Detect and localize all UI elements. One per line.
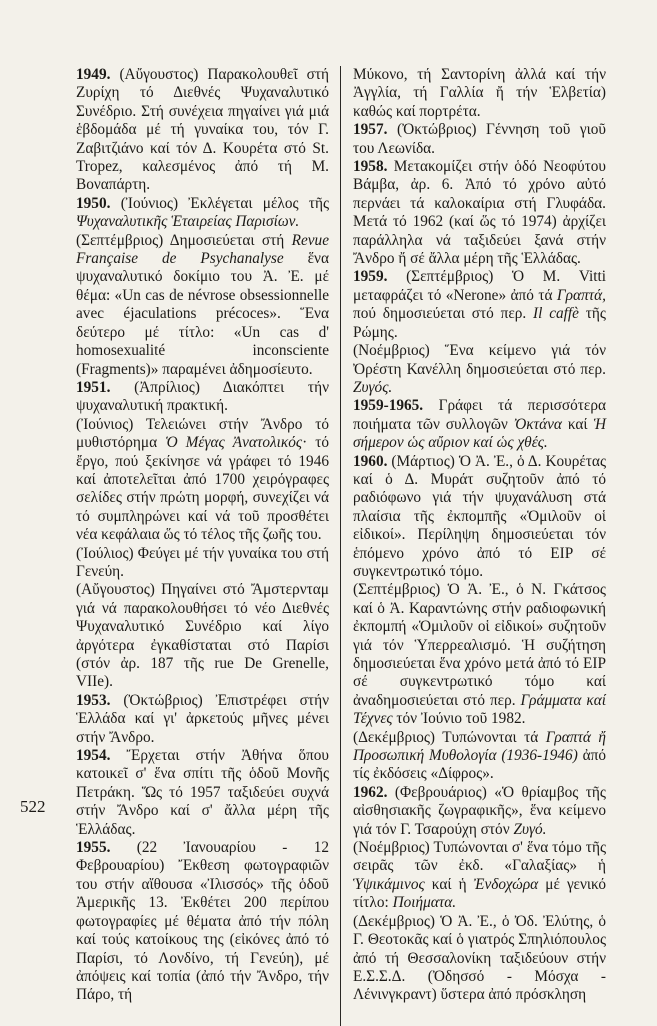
entry-text: μέ γενικό τίτλο:: [353, 875, 606, 912]
entry-year: 1954.: [76, 747, 111, 765]
right-column: [353, 66, 606, 1005]
entry-text: Μύκονο, τή Σαντορίνη ἀλλά καί τήν Ἀγγλία, τή Γαλλία ἤ τήν Ἑλβετία) καθώς καί πορτρέτα.: [353, 66, 606, 120]
italic-title: Γραπτά ἤ Προσωπική Μυθολογία (1936-1946): [353, 728, 606, 765]
entry-text: ἕνα ψυχαναλυτικό δοκίμιο του Ἀ. Ἐ. μέ θέμα: «Un cas de névrose obsessionnelle avec éjaculations précoces». Ἕνα δεύτερο μέ τίτλο: «Un cas d' homosexualité inconsciente (Fragments)» παραμένει ἀδημοσίευτο.: [76, 250, 329, 378]
chronology-entry: [353, 784, 606, 839]
entry-text: · τό ἔργο, πού ξεκίνησε νά γράφει τό 1946 καί ἀποτελεῖται ἀπό 1700 χειρόγραφες σελίδες στήν πρώτη μορφή, συνεχίζει νά τό συμπληρώνει καί νά τοῦ προσθέτει νέα κεφάλαια ὥς τό τέλος τῆς ζωῆς του.: [76, 434, 329, 544]
chronology-entry: [76, 379, 329, 416]
entry-text: (Δεκέμβριος) Ὁ Ἀ. Ἐ., ὁ Ὀδ. Ἐλύτης, ὁ Γ. Θεοτοκᾶς καί ὁ γιατρός Σπηλιόπουλος ἀπό τή Θεσσαλονίκη ταξιδεύουν στήν Ε.Σ.Σ.Δ. (Ὀδησσό - Μόσχα - Λένινγκραντ) ὕστερα ἀπό πρόσκληση: [353, 912, 606, 1004]
chronology-entry: [353, 268, 606, 342]
entry-text: (Σεπτέμβριος) Ὁ Μ. Vitti μεταφράζει τό «Nerone» ἀπό τά: [353, 268, 606, 304]
italic-title: Ζυγό.: [513, 820, 547, 838]
entry-year: 1958.: [353, 158, 388, 176]
chronology-entry: [76, 545, 329, 582]
column-divider: [340, 66, 341, 1026]
chronology-entry: [76, 66, 329, 195]
entry-text: (Φεβρουάριος) «Ὁ θρίαμβος τῆς αἰσθησιακῆς ζωγραφικῆς», ἕνα κείμενο γιά τόν Γ. Τσαρούχη στόν: [353, 783, 606, 838]
chronology-entry: [353, 913, 606, 1005]
italic-title: Revue Française de Psychanalyse: [76, 231, 329, 268]
chronology-entry: [76, 195, 329, 232]
entry-text: (Ἰούνιος) Τελειώνει στήν Ἄνδρο τό μυθιστόρημα: [76, 415, 329, 452]
italic-title: Ζυγός.: [353, 378, 393, 396]
chronology-entry: [353, 453, 606, 582]
chronology-entry: [353, 158, 606, 268]
entry-year: 1949.: [76, 66, 111, 83]
entry-text: (Ἰούλιος) Φεύγει μέ τήν γυναίκα του στή Γενεύη.: [76, 544, 329, 580]
entry-text: τόν Ἰούνιο τοῦ 1982.: [392, 710, 526, 728]
entry-text: Ἔρχεται στήν Ἀθήνα ὅπου κατοικεῖ σ' ἕνα σπίτι τῆς ὁδοῦ Μονῆς Πετράκη. Ὥς τό 1957 ταξιδεύει συχνά στήν Ἄνδρο καί σ' ἄλλα μέρη τῆς Ἑλλάδας.: [76, 747, 329, 838]
italic-title: Ἡ σήμερον ὡς αὔριον καί ὡς χθές.: [353, 415, 606, 452]
entry-year: 1962.: [353, 783, 388, 801]
chronology-entry: [353, 839, 606, 913]
entry-text: (22 Ἰανουαρίου - 12 Φεβρουαρίου) Ἔκθεση φωτογραφιῶν του στήν αἴθουσα «Ἰλισσός» τῆς ὁδοῦ Ἀμερικῆς 13. Ἐκθέτει 200 περίπου φωτογραφίες μέ θέματα ἀπό τήν πόλη καί τούς κατοίκους της (εἰκόνες ἀπό τό Παρίσι, τό Λονδίνο, τή Γενεύη), μέ ἀπόψεις καί τοπία (ἀπό τήν Ἄνδρο, τήν Πάρο, τή: [76, 839, 329, 1004]
entry-text: (Μάρτιος) Ὁ Ἀ. Ἐ., ὁ Δ. Κουρέτας καί ὁ Δ. Μυράτ συζητοῦν ἀπό τό ραδιόφωνο γιά τήν ψυχανάλυση στά πλαίσια τῆς ἐκπομπῆς «Ὁμιλοῦν οἱ εἰδικοί». Περίληψη δημοσιεύεται τόν ἑπόμενο χρόνο ἀπό τό ΕΙΡ σέ συγκεντρωτικό τόμο.: [353, 452, 606, 580]
entry-text: ἀπό τίς ἐκδόσεις «Δίφρος».: [353, 747, 606, 783]
chronology-entry: [353, 729, 606, 784]
entry-year: 1953.: [76, 691, 111, 709]
italic-title: Ὁ Μέγας Ἀνατολικός: [165, 434, 303, 452]
chronology-entry: [76, 747, 329, 839]
entry-text: (Ὀκτώβριος) Γέννηση τοῦ γιοῦ του Λεωνίδα.: [353, 121, 606, 157]
italic-title: Il caffè: [533, 305, 579, 323]
italic-title: Ἐνδοχώρα: [473, 875, 539, 893]
entry-text: Γράφει τά περισσότερα ποιήματα τῶν συλλογῶν: [353, 397, 606, 433]
chronology-entry: [353, 581, 606, 728]
entry-text: (Αὔγουστος) Παρακολουθεῖ στή Ζυρίχη τό Διεθνές Ψυχαναλυτικό Συνέδριο. Στή συνέχεια πηγαίνει γιά μιά ἑβδομάδα μέ τή γυναίκα του, τόν Γ. Ζαβιτζιάνο καί τόν Δ. Κουρέτα στό St. Tropez, καλεσμένος ἀπό τή Μ. Βοναπάρτη.: [76, 66, 329, 194]
italic-title: Ψυχαναλυτικῆς Ἑταιρείας Παρισίων.: [76, 213, 300, 231]
entry-year: 1955.: [76, 839, 111, 857]
italic-title: Γράμματα καί Τέχνες: [353, 691, 606, 728]
italic-title: Ποιήματα.: [392, 894, 457, 912]
entry-text: (Δεκέμβριος) Τυπώνονται τά: [353, 728, 546, 746]
chronology-entry: [353, 397, 606, 452]
entry-text: πού δημοσιεύεται στό περ.: [353, 305, 534, 323]
chronology-entry: [76, 232, 329, 379]
entry-text: (Σεπτέμβριος) Ὁ Ἀ. Ἐ., ὁ Ν. Γκάτσος καί ὁ Ἀ. Καραντώνης στήν ραδιοφωνική ἐκπομπή «Ὁμιλοῦν οἱ εἰδικοί» συζητοῦν γιά τόν Ὑπερρεαλισμό. Ἡ συζήτηση δημοσιεύεται ἕνα χρόνο μετά ἀπό τό ΕΙΡ σέ συγκεντρωτικό τόμο καί ἀναδημοσιεύεται στό περ.: [353, 581, 606, 709]
entry-year: 1959-1965.: [353, 397, 424, 415]
chronology-entry: [76, 581, 329, 691]
chronology-entry: [353, 66, 606, 121]
entry-year: 1950.: [76, 194, 111, 212]
chronology-entry: [353, 121, 606, 158]
entry-text: (Ἀπρίλιος) Διακόπτει τήν ψυχαναλυτική πρακτική.: [76, 378, 329, 415]
entry-text: (Ὀκτώβριος) Ἐπιστρέφει στήν Ἑλλάδα καί γι' ἀρκετούς μῆνες μένει στήν Ἄνδρο.: [76, 691, 329, 746]
italic-title: Ὑψικάμινος: [353, 875, 425, 893]
entry-text: (Νοέμβριος) Ἕνα κείμενο γιά τόν Ὀρέστη Κανέλλη δημοσιεύεται στό περ.: [353, 342, 606, 378]
italic-title: Γραπτά,: [556, 286, 606, 304]
page-number: 522: [20, 797, 46, 816]
chronology-entry: [353, 342, 606, 397]
left-column: [76, 66, 329, 1005]
entry-year: 1957.: [353, 121, 388, 139]
entry-year: 1960.: [353, 452, 388, 470]
entry-text: καί: [561, 415, 594, 433]
entry-year: 1951.: [76, 378, 111, 396]
entry-text: (Σεπτέμβριος) Δημοσιεύεται στή: [76, 231, 292, 249]
entry-text: τῆς Ρώμης.: [353, 305, 606, 341]
entry-text: Μετακομίζει στήν ὁδό Νεοφύτου Βάμβα, ἀρ. 6. Ἀπό τό χρόνο αὐτό περνάει τά καλοκαίρια στή Γλυφάδα. Μετά τό 1962 (καί ὥς τό 1974) ἀρχίζει παράλληλα νά ταξιδεύει ξανά στήν Ἄνδρο ἤ σέ ἄλλα μέρη τῆς Ἑλλάδας.: [353, 158, 606, 268]
entry-year: 1959.: [353, 268, 388, 286]
entry-text: καί ἡ: [424, 875, 474, 893]
chronology-entry: [76, 839, 329, 1005]
entry-text: (Ἰούνιος) Ἐκλέγεται μέλος τῆς: [110, 194, 329, 212]
italic-title: Ὀκτάνα: [513, 415, 562, 433]
chronology-entry: [76, 692, 329, 747]
chronology-entry: [76, 416, 329, 545]
entry-text: (Νοέμβριος) Τυπώνονται σ' ἕνα τόμο τῆς σειρᾶς τῶν ἐκδ. «Γαλαξίας» ἡ: [353, 839, 606, 875]
entry-text: (Αὔγουστος) Πηγαίνει στό Ἄμστερνταμ γιά νά παρακολουθήσει τό νέο Διεθνές Ψυχαναλυτικό Συνέδριο καί λίγο ἀργότερα ἐγκαθίσταται στό Παρίσι (στόν ἀρ. 187 τῆς rue De Grenelle, VIIe).: [76, 581, 329, 691]
